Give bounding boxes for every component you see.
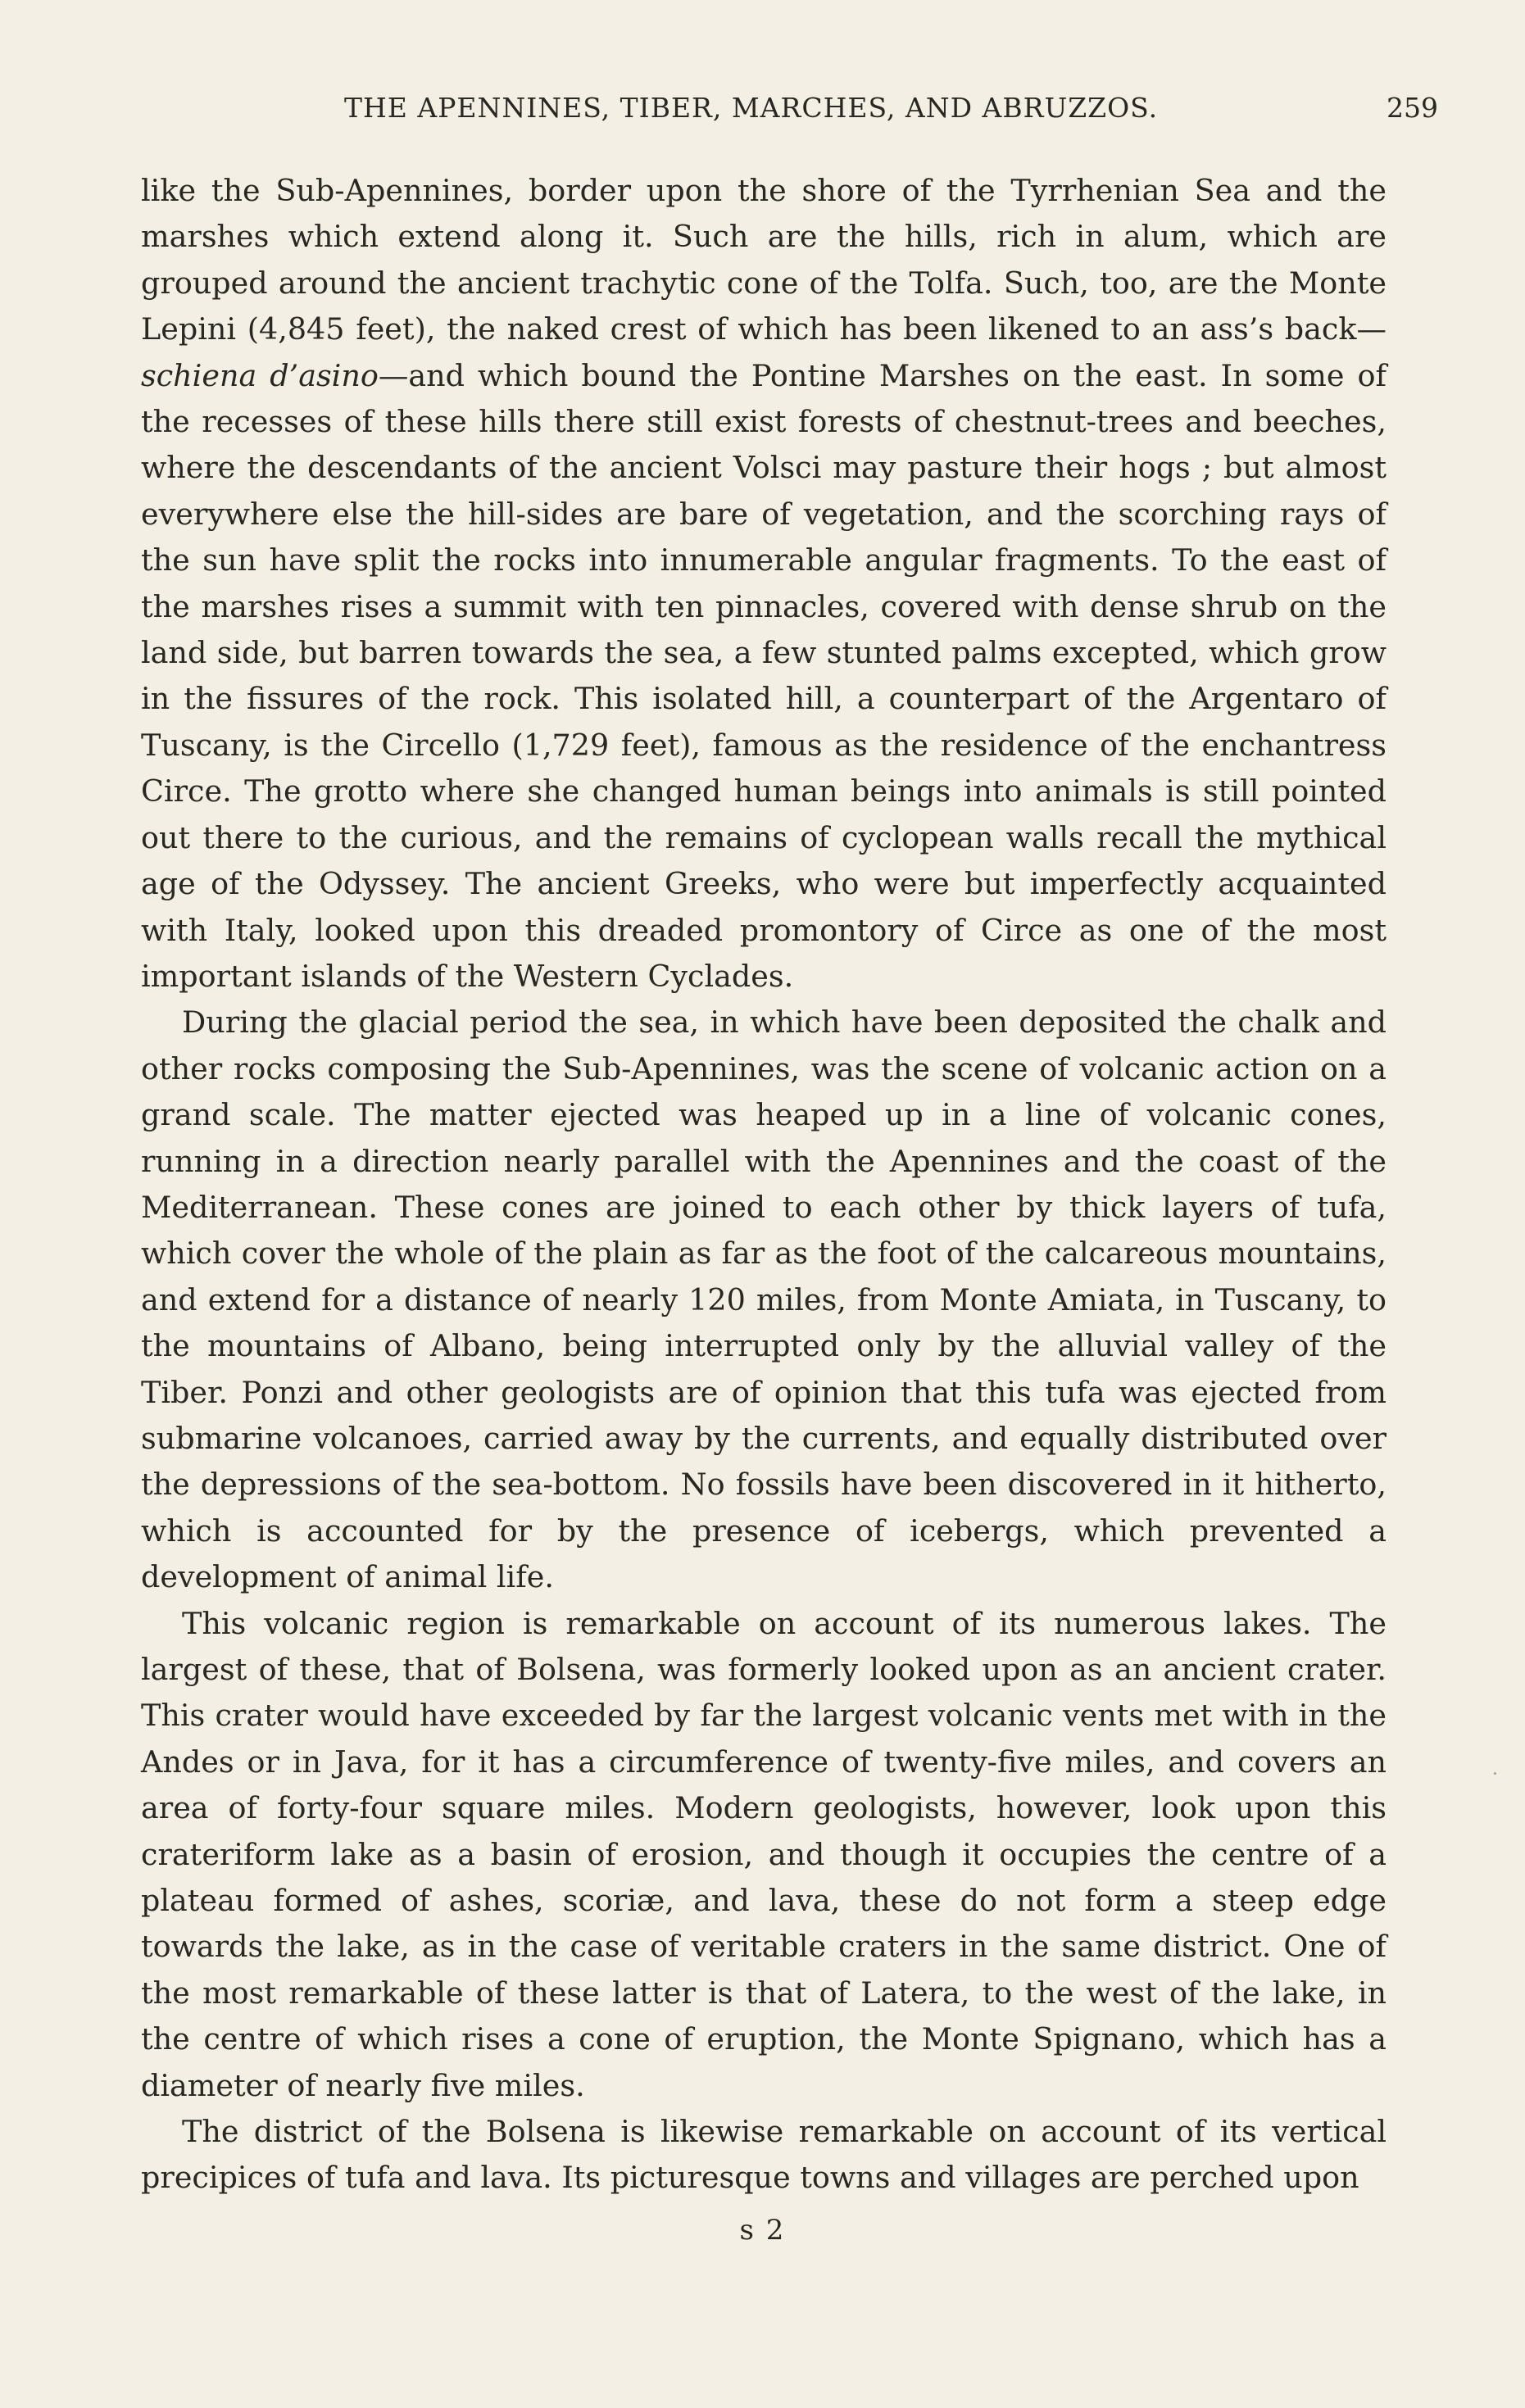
paragraph-volcanic-lakes: This volcanic region is remarkable on account of its numerous lakes. The largest of these, that of Bolsena, was formerly looked upon as an ancient crater. This crater would have exceeded by far the largest volcanic vents met with in the Andes or in Java, for it has a circumference of twenty-five miles, and covers an area of forty-four square miles. Modern geologists, however, look upon this crateriform lake as a basin of erosion, and though it occupies the centre of a plateau formed of ashes, scoriæ, and lava, these do not form a steep edge towards the lake, as in the case of veritable craters in the same district. One of the most remarkable of these latter is that of Latera, to the west of the lake, in the centre of which rises a cone of eruption, the Monte Spignano, which has a diameter of nearly five miles.	[141, 1605, 1387, 2103]
body-text	[141, 168, 1387, 2202]
paper-speck	[1494, 1772, 1496, 1775]
paragraph-text: —and which bound the Pontine Marshes on the east. In some of the recesses of these hills there still exist forests of chestnut-trees and beeches, where the descendants of the ancient Volsci may pasture their hogs ; but almost everywhere else the hill-sides are bare of vegetation, and the scorching rays of the sun have split the rocks into innumerable angular fragments. To the east of the marshes rises a summit with ten pinnacles, covered with dense shrub on the land side, but barren towards the sea, a few stunted palms excepted, which grow in the fissures of the rock. This isolated hill, a counterpart of the Argentaro of Tuscany, is the Circello (1,729 feet), famous as the residence of the enchantress Circe. The grotto where she changed human beings into animals is still pointed out there to the curious, and the remains of cyclopean walls recall the mythical age of the Odyssey. The ancient Greeks, who were but imperfectly acquainted with Italy, looked upon this dreaded promontory of Circe as one of the most important islands of the Western Cyclades.	[141, 357, 1387, 994]
paragraph-text: like the Sub-Apennines, border upon the shore of the Tyrrhenian Sea and the marshes which extend along it. Such are the hills, rich in alum, which are grouped around the ancient trachytic cone of the Tolfa. Such, too, are the Monte Lepini (4,845 feet), the naked crest of which has been likened to an ass’s back—	[141, 173, 1387, 347]
italic-phrase: schiena d’asino	[141, 357, 379, 393]
running-title: THE APENNINES, TIBER, MARCHES, AND ABRUZZOS.	[344, 92, 1159, 124]
running-head	[139, 92, 1438, 141]
paragraph-bolsena-district: The district of the Bolsena is likewise remarkable on account of its vertical precipices of tufa and lava. Its picturesque towns and villages are perched upon	[141, 2114, 1387, 2196]
signature-mark: s 2	[739, 2214, 786, 2247]
paragraph-continued	[141, 168, 1387, 1000]
paragraph-glacial-period: During the glacial period the sea, in which have been deposited the chalk and other rocks composing the Sub-Apennines, was the scene of volcanic action on a grand scale. The matter ejected was heaped up in a line of volcanic cones, running in a direction nearly parallel with the Apennines and the coast of the Mediterranean. These cones are joined to each other by thick layers of tufa, which cover the whole of the plain as far as the foot of the calcareous mountains, and extend for a distance of nearly 120 miles, from Monte Amiata, in Tuscany, to the mountains of Albano, being interrupted only by the alluvial valley of the Tiber. Ponzi and other geologists are of opinion that this tufa was ejected from submarine volcanoes, carried away by the currents, and equally distributed over the depressions of the sea-bottom. No fossils have been discovered in it hitherto, which is accounted for by the presence of icebergs, which prevented a development of animal life.	[141, 1004, 1387, 1595]
page-number: 259	[1387, 92, 1438, 124]
